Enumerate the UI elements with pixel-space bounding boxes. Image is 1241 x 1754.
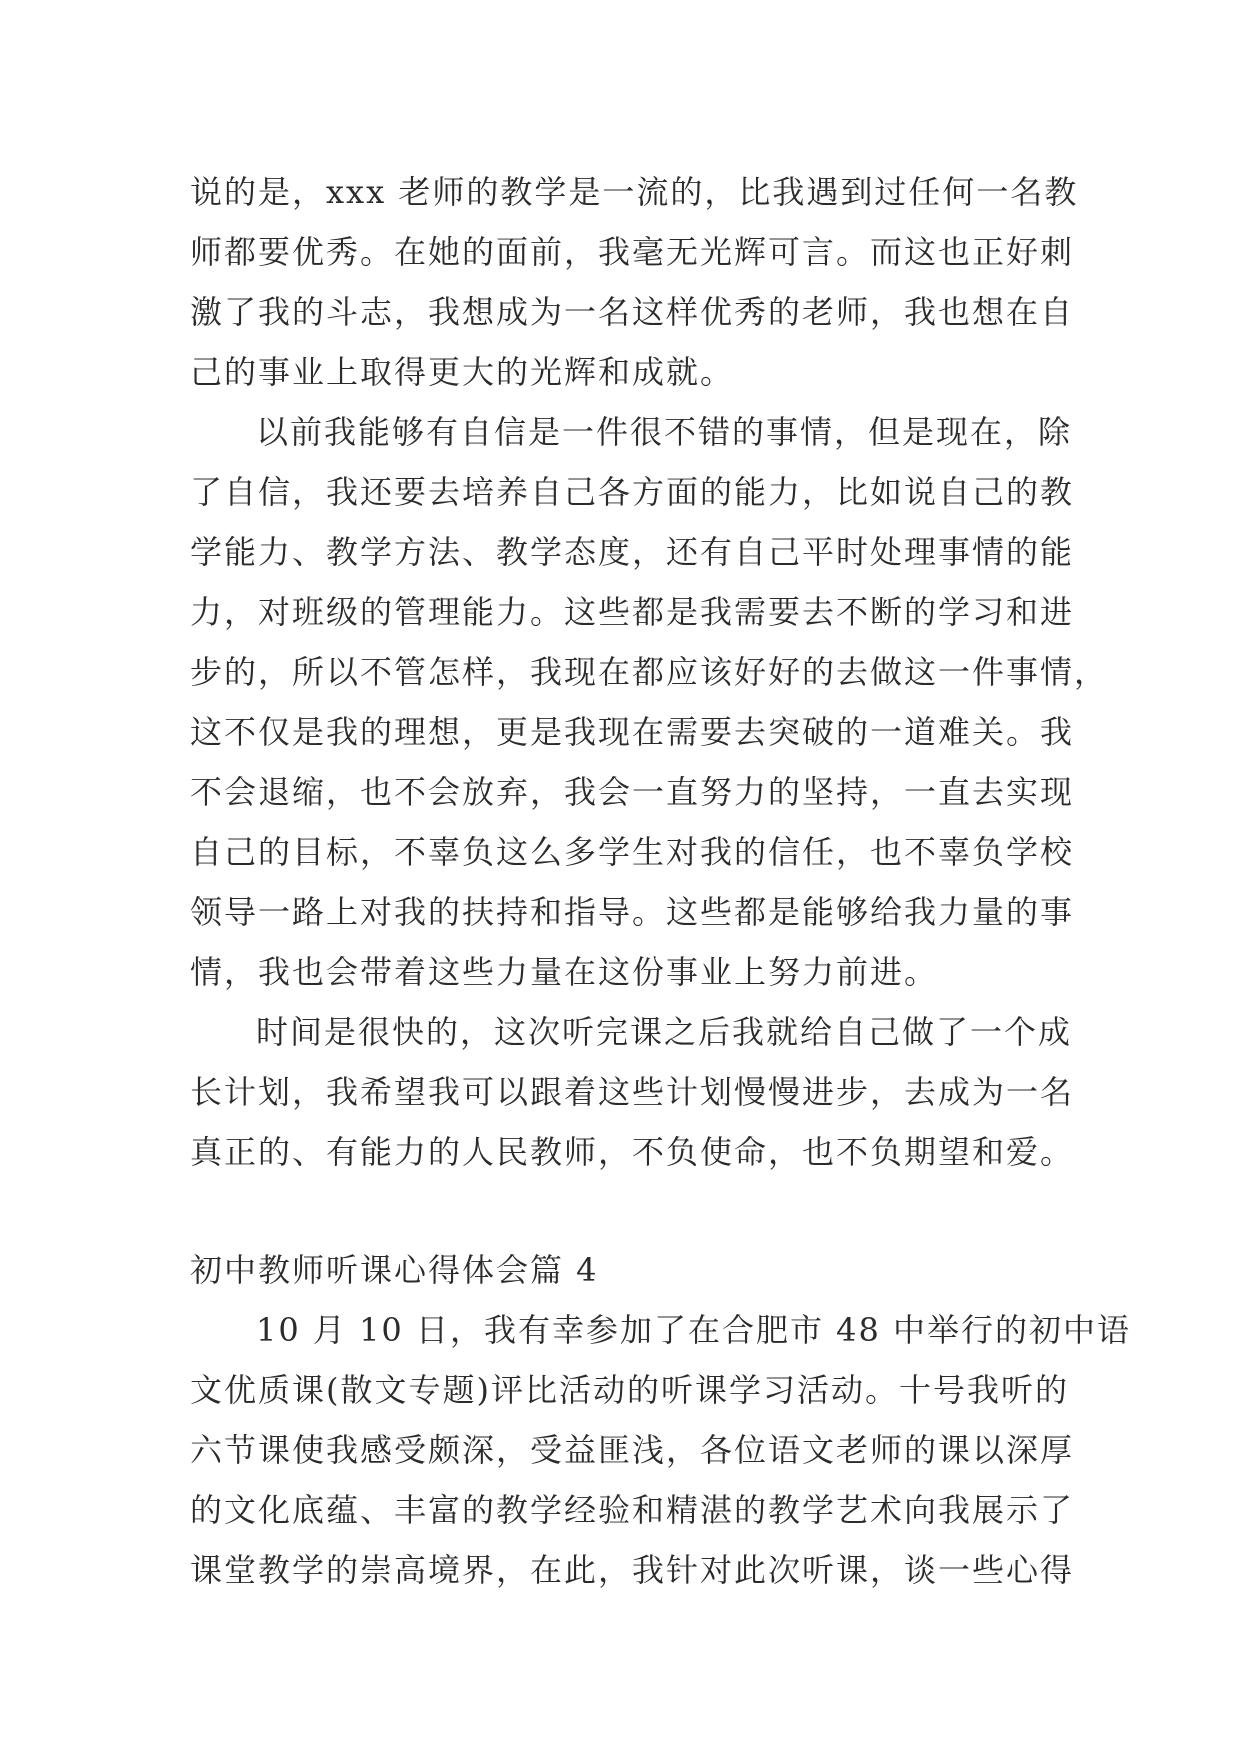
text-line: 六节课使我感受颇深，受益匪浅，各位语文老师的课以深厚 [190,1431,1075,1469]
text-line: 力，对班级的管理能力。这些都是我需要去不断的学习和进 [190,593,1075,631]
text-line: 激了我的斗志，我想成为一名这样优秀的老师，我也想在自 [190,293,1075,331]
text-line: 己的事业上取得更大的光辉和成就。 [190,353,735,391]
text-line: 领导一路上对我的扶持和指导。这些都是能够给我力量的事 [190,893,1075,931]
document-body [190,162,1132,1600]
text-line: 说的是，xxx 老师的教学是一流的，比我遇到过任何一名教 [190,173,1079,211]
text-line: 不会退缩，也不会放弃，我会一直努力的坚持，一直去实现 [190,773,1075,811]
text-line: 学能力、教学方法、教学态度，还有自己平时处理事情的能 [190,533,1075,571]
text-line: 情，我也会带着这些力量在这份事业上努力前进。 [190,953,939,991]
text-line: 真正的、有能力的人民教师，不负使命，也不负期望和爱。 [190,1133,1075,1171]
text-line: 步的，所以不管怎样，我现在都应该好好的去做这一件事情， [190,653,1109,691]
text-line: 10 月 10 日，我有幸参加了在合肥市 48 中举行的初中语 [256,1311,1132,1349]
text-line: 以前我能够有自信是一件很不错的事情，但是现在，除 [256,413,1073,451]
paragraph [190,1300,1132,1600]
text-line: 自己的目标，不辜负这么多学生对我的信任，也不辜负学校 [190,833,1075,871]
text-line: 了自信，我还要去培养自己各方面的能力，比如说自己的教 [190,473,1075,511]
paragraph [190,162,1079,402]
section-heading: 初中教师听课心得体会篇 4 [190,1251,599,1289]
paragraph-spacer [190,1182,1070,1240]
text-line: 长计划，我希望我可以跟着这些计划慢慢进步，去成为一名 [190,1073,1075,1111]
text-line: 文优质课(散文专题)评比活动的听课学习活动。十号我听的 [190,1371,1069,1409]
text-line: 师都要优秀。在她的面前，我毫无光辉可言。而这也正好刺 [190,233,1075,271]
paragraph [190,402,1109,1002]
text-line: 时间是很快的，这次听完课之后我就给自己做了一个成 [256,1013,1073,1051]
text-line: 的文化底蕴、丰富的教学经验和精湛的教学艺术向我展示了 [190,1491,1075,1529]
paragraph [190,1002,1075,1182]
text-line: 这不仅是我的理想，更是我现在需要去突破的一道难关。我 [190,713,1075,751]
text-line: 课堂教学的崇高境界，在此，我针对此次听课，谈一些心得 [190,1551,1075,1589]
